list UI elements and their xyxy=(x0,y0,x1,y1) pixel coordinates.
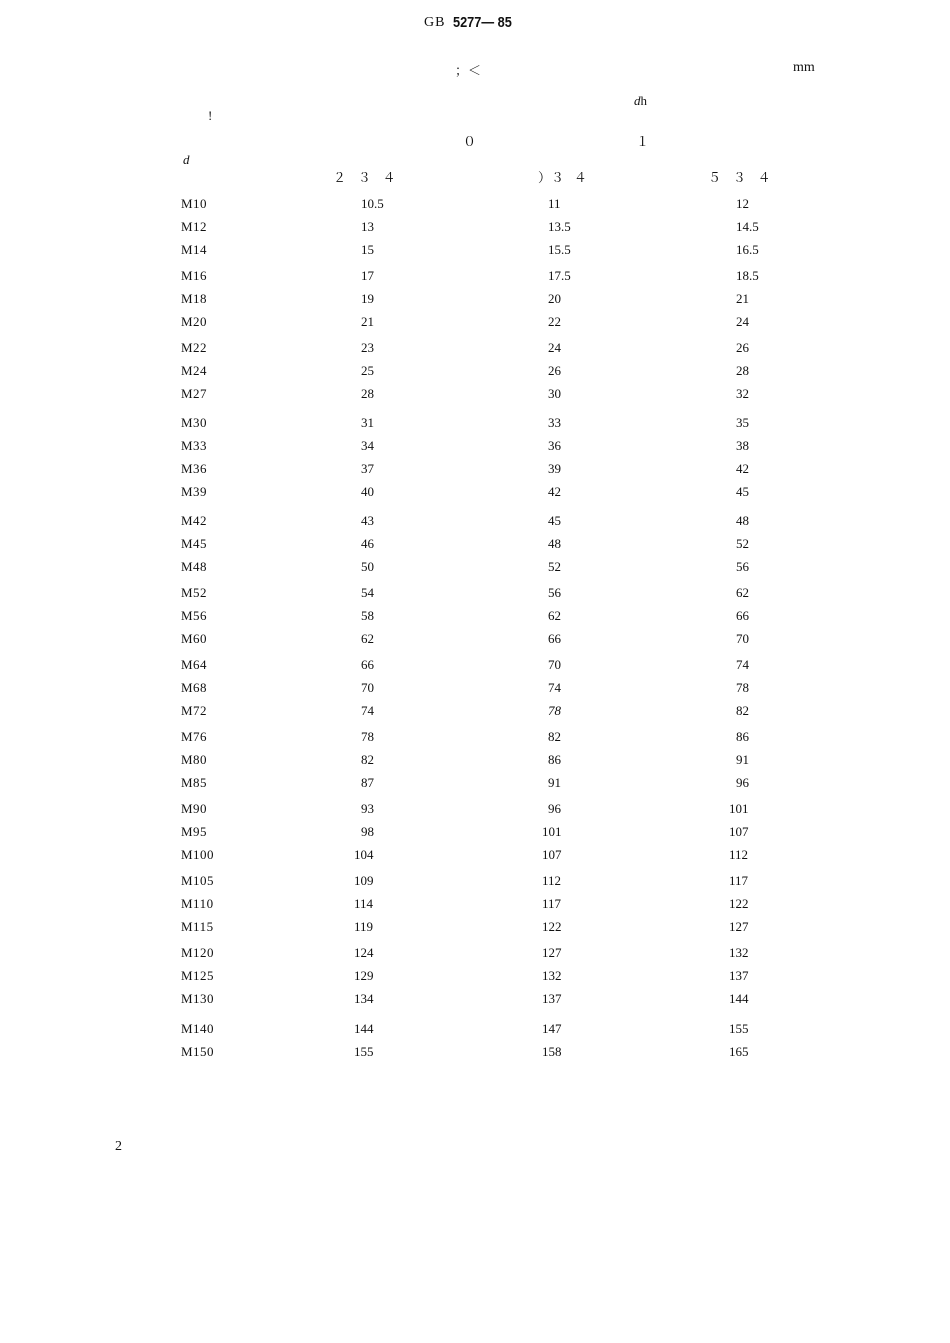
coarse-value: 56 xyxy=(736,559,749,574)
fine-value: 74 xyxy=(361,703,374,718)
medium-value: 24 xyxy=(548,340,561,355)
coarse-value: 127 xyxy=(729,919,749,934)
thread-size: M68 xyxy=(181,680,208,695)
coarse-value: 117 xyxy=(729,873,749,888)
coarse-value: 12 xyxy=(736,196,749,211)
medium-value: 42 xyxy=(548,484,561,499)
coarse-value: 38 xyxy=(736,438,749,453)
thread-size: M33 xyxy=(181,438,208,453)
coarse-value: 62 xyxy=(736,585,749,600)
thread-size: M12 xyxy=(181,219,208,234)
medium-value: 13.5 xyxy=(548,219,571,234)
thread-size: M18 xyxy=(181,291,208,306)
fine-value: 25 xyxy=(361,363,374,378)
coarse-value: 18.5 xyxy=(736,268,759,283)
medium-value: 101 xyxy=(542,824,562,839)
medium-value: 117 xyxy=(542,896,562,911)
thread-size: M150 xyxy=(181,1044,215,1059)
subheader-medium: ）３ ４ xyxy=(538,171,587,186)
fine-value: 62 xyxy=(361,631,374,646)
fine-value: 13 xyxy=(361,219,374,234)
medium-value: 107 xyxy=(542,847,562,862)
coarse-value: 132 xyxy=(729,945,749,960)
coarse-value: 101 xyxy=(729,801,749,816)
thread-size: M45 xyxy=(181,536,208,551)
thread-size: M115 xyxy=(181,919,214,934)
medium-value: 132 xyxy=(542,968,562,983)
medium-value: 122 xyxy=(542,919,562,934)
thread-size: M22 xyxy=(181,340,208,355)
fine-value: 114 xyxy=(354,896,374,911)
fine-value: 28 xyxy=(361,386,374,401)
fine-value: 155 xyxy=(354,1044,374,1059)
coarse-value: 82 xyxy=(736,703,749,718)
thread-size: M39 xyxy=(181,484,208,499)
thread-size: M130 xyxy=(181,991,215,1006)
thread-size: M52 xyxy=(181,585,208,600)
thread-size: M24 xyxy=(181,363,208,378)
coarse-value: 16.5 xyxy=(736,242,759,257)
coarse-value: 137 xyxy=(729,968,749,983)
fine-value: 109 xyxy=(354,873,374,888)
fine-value: 144 xyxy=(354,1021,374,1036)
fine-value: 50 xyxy=(361,559,374,574)
thread-size: M76 xyxy=(181,729,208,744)
coarse-value: 48 xyxy=(736,513,749,528)
thread-size: M27 xyxy=(181,386,208,401)
group-header-left: ０ xyxy=(463,135,477,150)
medium-value: 36 xyxy=(548,438,561,453)
fine-value: 19 xyxy=(361,291,374,306)
thread-size: M16 xyxy=(181,268,208,283)
fine-value: 40 xyxy=(361,484,374,499)
fine-value: 98 xyxy=(361,824,374,839)
thread-size: M10 xyxy=(181,196,208,211)
fine-value: 66 xyxy=(361,657,374,672)
coarse-value: 86 xyxy=(736,729,749,744)
thread-size: M48 xyxy=(181,559,208,574)
fine-value: 10.5 xyxy=(361,196,384,211)
coarse-value: 112 xyxy=(729,847,749,862)
thread-size: M125 xyxy=(181,968,215,983)
coarse-value: 66 xyxy=(736,608,749,623)
fine-value: 93 xyxy=(361,801,374,816)
medium-value: 17.5 xyxy=(548,268,571,283)
medium-value: 137 xyxy=(542,991,562,1006)
coarse-value: 45 xyxy=(736,484,749,499)
medium-value: 62 xyxy=(548,608,561,623)
coarse-value: 107 xyxy=(729,824,749,839)
medium-value: 30 xyxy=(548,386,561,401)
fine-value: 119 xyxy=(354,919,374,934)
standard-prefix: GB xyxy=(424,15,446,30)
thread-size: M42 xyxy=(181,513,208,528)
column-d-label: d xyxy=(183,152,190,167)
coarse-value: 26 xyxy=(736,340,749,355)
medium-value: 127 xyxy=(542,945,562,960)
dh-header xyxy=(634,93,647,109)
fine-value: 54 xyxy=(361,585,374,600)
coarse-value: 28 xyxy=(736,363,749,378)
thread-size: M95 xyxy=(181,824,208,839)
fine-value: 124 xyxy=(354,945,374,960)
thread-size: M60 xyxy=(181,631,208,646)
thread-size: M105 xyxy=(181,873,215,888)
coarse-value: 24 xyxy=(736,314,749,329)
fine-value: 70 xyxy=(361,680,374,695)
thread-size: M56 xyxy=(181,608,208,623)
medium-value: 11 xyxy=(548,196,561,211)
medium-value: 56 xyxy=(548,585,561,600)
thread-size: M120 xyxy=(181,945,215,960)
fine-value: 129 xyxy=(354,968,374,983)
thread-size: M110 xyxy=(181,896,214,911)
medium-value: 22 xyxy=(548,314,561,329)
dh-d: d xyxy=(634,93,641,108)
dh-h: h xyxy=(640,93,647,108)
coarse-value: 32 xyxy=(736,386,749,401)
coarse-value: 74 xyxy=(736,657,749,672)
medium-value: 52 xyxy=(548,559,561,574)
coarse-value: 35 xyxy=(736,415,749,430)
thread-size: M20 xyxy=(181,314,208,329)
medium-value: 33 xyxy=(548,415,561,430)
fine-value: 17 xyxy=(361,268,374,283)
table-title: ；＜ xyxy=(455,63,482,78)
thread-size: M64 xyxy=(181,657,208,672)
thread-size: M90 xyxy=(181,801,208,816)
thread-size: M80 xyxy=(181,752,208,767)
coarse-value: 165 xyxy=(729,1044,749,1059)
medium-value: 66 xyxy=(548,631,561,646)
fine-value: 37 xyxy=(361,461,374,476)
thread-size: M100 xyxy=(181,847,215,862)
medium-value: 26 xyxy=(548,363,561,378)
fine-value: 82 xyxy=(361,752,374,767)
medium-value: 15.5 xyxy=(548,242,571,257)
coarse-value: 122 xyxy=(729,896,749,911)
medium-value: 158 xyxy=(542,1044,562,1059)
medium-value: 20 xyxy=(548,291,561,306)
fine-value: 23 xyxy=(361,340,374,355)
subheader-coarse: ５ ３ ４ xyxy=(708,171,771,186)
fine-value: 31 xyxy=(361,415,374,430)
thread-size: M72 xyxy=(181,703,208,718)
fine-value: 34 xyxy=(361,438,374,453)
medium-value: 91 xyxy=(548,775,561,790)
fine-value: 134 xyxy=(354,991,374,1006)
coarse-value: 96 xyxy=(736,775,749,790)
medium-value: 39 xyxy=(548,461,561,476)
medium-value: 74 xyxy=(548,680,561,695)
coarse-value: 155 xyxy=(729,1021,749,1036)
group-header-right: １ xyxy=(636,135,650,150)
coarse-value: 21 xyxy=(736,291,749,306)
fine-value: 104 xyxy=(354,847,374,862)
fine-value: 43 xyxy=(361,513,374,528)
thread-size: M14 xyxy=(181,242,208,257)
fine-value: 15 xyxy=(361,242,374,257)
medium-value: 86 xyxy=(548,752,561,767)
subheader-fine: ２ ３ ４ xyxy=(333,171,396,186)
medium-value: 82 xyxy=(548,729,561,744)
medium-value: 147 xyxy=(542,1021,562,1036)
thread-size: M85 xyxy=(181,775,208,790)
coarse-value: 42 xyxy=(736,461,749,476)
top-mark: ! xyxy=(208,108,213,123)
fine-value: 78 xyxy=(361,729,374,744)
medium-value: 96 xyxy=(548,801,561,816)
medium-value: 78 xyxy=(548,703,561,718)
coarse-value: 52 xyxy=(736,536,749,551)
page-number: 2 xyxy=(115,1139,122,1154)
thread-size: M140 xyxy=(181,1021,215,1036)
coarse-value: 70 xyxy=(736,631,749,646)
fine-value: 46 xyxy=(361,536,374,551)
coarse-value: 14.5 xyxy=(736,219,759,234)
coarse-value: 144 xyxy=(729,991,749,1006)
fine-value: 87 xyxy=(361,775,374,790)
fine-value: 58 xyxy=(361,608,374,623)
medium-value: 112 xyxy=(542,873,562,888)
coarse-value: 91 xyxy=(736,752,749,767)
thread-size: M36 xyxy=(181,461,208,476)
standard-number: 5277— 85 xyxy=(453,14,512,31)
thread-size: M30 xyxy=(181,415,208,430)
unit-label: mm xyxy=(793,60,815,75)
medium-value: 70 xyxy=(548,657,561,672)
coarse-value: 78 xyxy=(736,680,749,695)
fine-value: 21 xyxy=(361,314,374,329)
medium-value: 45 xyxy=(548,513,561,528)
medium-value: 48 xyxy=(548,536,561,551)
